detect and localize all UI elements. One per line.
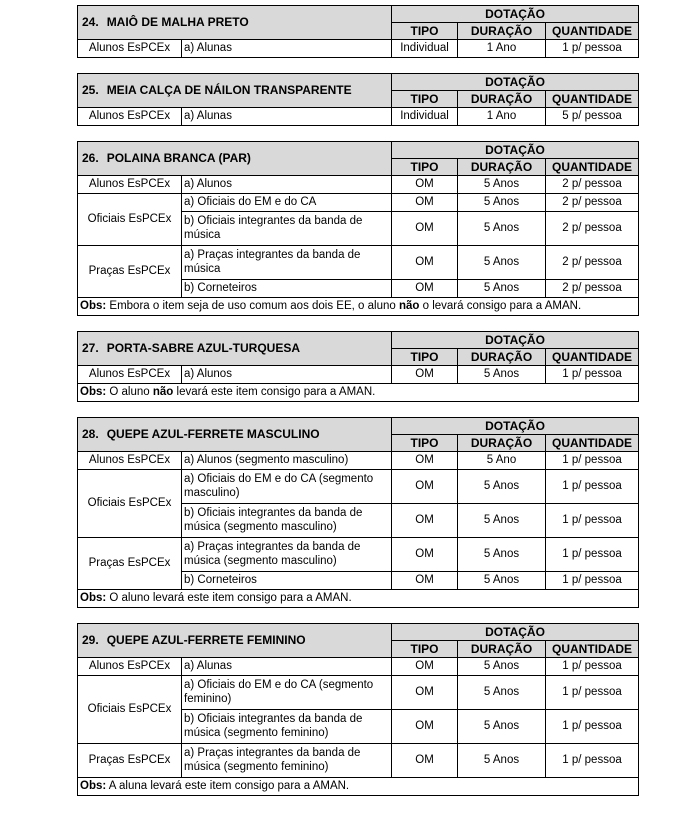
duracao-cell: 5 Anos bbox=[458, 280, 546, 298]
duracao-cell: 5 Anos bbox=[458, 176, 546, 194]
item-table-26 bbox=[77, 141, 639, 316]
group-cell: Alunos EsPCEx bbox=[78, 452, 182, 470]
quantidade-cell: 1 p/ pessoa bbox=[546, 572, 639, 590]
duracao-cell: 5 Anos bbox=[458, 470, 546, 504]
duracao-cell: 5 Anos bbox=[458, 504, 546, 538]
tipo-cell: OM bbox=[392, 366, 458, 384]
group-cell: Alunos EsPCEx bbox=[78, 108, 182, 126]
item-title-text: QUEPE AZUL-FERRETE MASCULINO bbox=[106, 427, 320, 442]
obs-label: Obs: bbox=[80, 779, 107, 792]
group-cell: Oficiais EsPCEx bbox=[78, 470, 182, 538]
dotacao-header: DOTAÇÃO bbox=[392, 418, 639, 435]
duracao-cell: 5 Anos bbox=[458, 538, 546, 572]
quantidade-cell: 1 p/ pessoa bbox=[546, 470, 639, 504]
item-title-text: PORTA-SABRE AZUL-TURQUESA bbox=[106, 341, 301, 356]
dotacao-header: DOTAÇÃO bbox=[392, 74, 639, 91]
obs-text: O aluno levará este item consigo para a AMAN. bbox=[106, 591, 352, 604]
desc-cell: a) Alunas bbox=[182, 108, 392, 126]
desc-cell: a) Oficiais do EM e do CA (segmento masculino) bbox=[182, 470, 392, 504]
obs-cell bbox=[78, 384, 639, 402]
obs-cell bbox=[78, 590, 639, 608]
desc-cell: b) Oficiais integrantes da banda de música bbox=[182, 212, 392, 246]
tipo-cell: OM bbox=[392, 176, 458, 194]
desc-cell: a) Praças integrantes da banda de música (segmento masculino) bbox=[182, 538, 392, 572]
group-cell: Alunos EsPCEx bbox=[78, 176, 182, 194]
tipo-header: TIPO bbox=[392, 349, 458, 366]
item-number: 26. bbox=[82, 151, 99, 166]
table-row bbox=[78, 176, 639, 194]
quantidade-cell: 2 p/ pessoa bbox=[546, 280, 639, 298]
dotacao-header: DOTAÇÃO bbox=[392, 624, 639, 641]
item-title bbox=[78, 142, 392, 176]
obs-text: Embora o item seja de uso comum aos dois EE, o aluno bbox=[106, 299, 399, 312]
desc-cell: b) Oficiais integrantes da banda de música (segmento masculino) bbox=[182, 504, 392, 538]
document-page bbox=[77, 5, 638, 811]
quantidade-cell: 1 p/ pessoa bbox=[546, 676, 639, 710]
dotacao-header: DOTAÇÃO bbox=[392, 142, 639, 159]
dotacao-header: DOTAÇÃO bbox=[392, 6, 639, 23]
tipo-cell: OM bbox=[392, 452, 458, 470]
tipo-cell: OM bbox=[392, 246, 458, 280]
duracao-cell: 5 Anos bbox=[458, 710, 546, 744]
quantidade-cell: 1 p/ pessoa bbox=[546, 504, 639, 538]
obs-text: O aluno bbox=[106, 385, 153, 398]
quantidade-cell: 1 p/ pessoa bbox=[546, 744, 639, 778]
obs-label: Obs: bbox=[80, 385, 107, 398]
obs-bold-text: não bbox=[398, 299, 420, 312]
item-number: 27. bbox=[82, 341, 99, 356]
duracao-header: DURAÇÃO bbox=[458, 641, 546, 658]
table-row bbox=[78, 452, 639, 470]
table-row bbox=[78, 470, 639, 504]
quantidade-cell: 1 p/ pessoa bbox=[546, 538, 639, 572]
quantidade-header: QUANTIDADE bbox=[546, 23, 639, 40]
duracao-header: DURAÇÃO bbox=[458, 349, 546, 366]
duracao-cell: 5 Anos bbox=[458, 744, 546, 778]
item-title-text: QUEPE AZUL-FERRETE FEMININO bbox=[106, 633, 306, 648]
tipo-header: TIPO bbox=[392, 91, 458, 108]
group-cell: Praças EsPCEx bbox=[78, 744, 182, 778]
item-title-text: MAIÔ DE MALHA PRETO bbox=[106, 15, 249, 30]
item-title bbox=[78, 418, 392, 452]
item-table-28 bbox=[77, 417, 639, 608]
desc-cell: a) Oficiais do EM e do CA (segmento feminino) bbox=[182, 676, 392, 710]
quantidade-cell: 1 p/ pessoa bbox=[546, 658, 639, 676]
duracao-header: DURAÇÃO bbox=[458, 23, 546, 40]
desc-cell: a) Alunos (segmento masculino) bbox=[182, 452, 392, 470]
tipo-cell: OM bbox=[392, 470, 458, 504]
tipo-cell: OM bbox=[392, 658, 458, 676]
quantidade-header: QUANTIDADE bbox=[546, 91, 639, 108]
obs-cell bbox=[78, 778, 639, 796]
quantidade-cell: 2 p/ pessoa bbox=[546, 212, 639, 246]
obs-bold-text: não bbox=[152, 385, 174, 398]
duracao-cell: 5 Anos bbox=[458, 676, 546, 710]
tipo-cell: OM bbox=[392, 572, 458, 590]
group-cell: Praças EsPCEx bbox=[78, 538, 182, 590]
obs-row bbox=[78, 778, 639, 796]
duracao-header: DURAÇÃO bbox=[458, 435, 546, 452]
tipo-cell: OM bbox=[392, 280, 458, 298]
quantidade-cell: 5 p/ pessoa bbox=[546, 108, 639, 126]
obs-row bbox=[78, 590, 639, 608]
table-row bbox=[78, 108, 639, 126]
table-row bbox=[78, 246, 639, 280]
desc-cell: b) Oficiais integrantes da banda de música (segmento feminino) bbox=[182, 710, 392, 744]
quantidade-cell: 2 p/ pessoa bbox=[546, 246, 639, 280]
duracao-cell: 5 Anos bbox=[458, 212, 546, 246]
item-table-27 bbox=[77, 331, 639, 402]
obs-row bbox=[78, 384, 639, 402]
duracao-cell: 1 Ano bbox=[458, 108, 546, 126]
tipo-cell: OM bbox=[392, 710, 458, 744]
tipo-cell: OM bbox=[392, 194, 458, 212]
table-row bbox=[78, 194, 639, 212]
quantidade-header: QUANTIDADE bbox=[546, 641, 639, 658]
item-number: 25. bbox=[82, 83, 99, 98]
item-title bbox=[78, 624, 392, 658]
group-cell: Alunos EsPCEx bbox=[78, 658, 182, 676]
table-row bbox=[78, 366, 639, 384]
duracao-header: DURAÇÃO bbox=[458, 91, 546, 108]
item-number: 24. bbox=[82, 15, 99, 30]
quantidade-cell: 1 p/ pessoa bbox=[546, 710, 639, 744]
tipo-header: TIPO bbox=[392, 641, 458, 658]
desc-cell: a) Oficiais do EM e do CA bbox=[182, 194, 392, 212]
desc-cell: b) Corneteiros bbox=[182, 572, 392, 590]
obs-label: Obs: bbox=[80, 591, 107, 604]
quantidade-cell: 1 p/ pessoa bbox=[546, 366, 639, 384]
group-cell: Praças EsPCEx bbox=[78, 246, 182, 298]
desc-cell: a) Alunos bbox=[182, 176, 392, 194]
desc-cell: a) Alunos bbox=[182, 366, 392, 384]
duracao-cell: 1 Ano bbox=[458, 40, 546, 58]
duracao-cell: 5 Ano bbox=[458, 452, 546, 470]
desc-cell: a) Alunas bbox=[182, 40, 392, 58]
obs-text: A aluna levará este item consigo para a AMAN. bbox=[106, 779, 350, 792]
tipo-header: TIPO bbox=[392, 435, 458, 452]
quantidade-cell: 2 p/ pessoa bbox=[546, 194, 639, 212]
item-number: 29. bbox=[82, 633, 99, 648]
quantidade-header: QUANTIDADE bbox=[546, 349, 639, 366]
group-cell: Oficiais EsPCEx bbox=[78, 194, 182, 246]
quantidade-cell: 1 p/ pessoa bbox=[546, 452, 639, 470]
table-row bbox=[78, 658, 639, 676]
tipo-cell: OM bbox=[392, 504, 458, 538]
desc-cell: a) Praças integrantes da banda de música (segmento feminino) bbox=[182, 744, 392, 778]
duracao-header: DURAÇÃO bbox=[458, 159, 546, 176]
duracao-cell: 5 Anos bbox=[458, 246, 546, 280]
obs-text-end: levará este item consigo para a AMAN. bbox=[173, 385, 376, 398]
table-row bbox=[78, 676, 639, 710]
obs-row bbox=[78, 298, 639, 316]
duracao-cell: 5 Anos bbox=[458, 658, 546, 676]
quantidade-cell: 2 p/ pessoa bbox=[546, 176, 639, 194]
group-cell: Oficiais EsPCEx bbox=[78, 676, 182, 744]
item-title bbox=[78, 6, 392, 40]
item-table-29 bbox=[77, 623, 639, 796]
tipo-header: TIPO bbox=[392, 159, 458, 176]
desc-cell: a) Praças integrantes da banda de música bbox=[182, 246, 392, 280]
tipo-cell: OM bbox=[392, 744, 458, 778]
table-row bbox=[78, 744, 639, 778]
duracao-cell: 5 Anos bbox=[458, 366, 546, 384]
item-title-text: POLAINA BRANCA (PAR) bbox=[106, 151, 251, 166]
tipo-cell: OM bbox=[392, 212, 458, 246]
item-table-25 bbox=[77, 73, 639, 126]
item-table-24 bbox=[77, 5, 639, 58]
tipo-cell: Individual bbox=[392, 108, 458, 126]
desc-cell: a) Alunas bbox=[182, 658, 392, 676]
obs-label: Obs: bbox=[80, 299, 107, 312]
group-cell: Alunos EsPCEx bbox=[78, 40, 182, 58]
tipo-cell: OM bbox=[392, 676, 458, 710]
quantidade-cell: 1 p/ pessoa bbox=[546, 40, 639, 58]
obs-cell bbox=[78, 298, 639, 316]
item-title bbox=[78, 74, 392, 108]
tipo-cell: OM bbox=[392, 538, 458, 572]
table-row bbox=[78, 40, 639, 58]
item-title-text: MEIA CALÇA DE NÁILON TRANSPARENTE bbox=[106, 83, 352, 98]
item-title bbox=[78, 332, 392, 366]
desc-cell: b) Corneteiros bbox=[182, 280, 392, 298]
quantidade-header: QUANTIDADE bbox=[546, 159, 639, 176]
dotacao-header: DOTAÇÃO bbox=[392, 332, 639, 349]
item-number: 28. bbox=[82, 427, 99, 442]
quantidade-header: QUANTIDADE bbox=[546, 435, 639, 452]
duracao-cell: 5 Anos bbox=[458, 194, 546, 212]
obs-text-end: o levará consigo para a AMAN. bbox=[419, 299, 582, 312]
group-cell: Alunos EsPCEx bbox=[78, 366, 182, 384]
duracao-cell: 5 Anos bbox=[458, 572, 546, 590]
tipo-cell: Individual bbox=[392, 40, 458, 58]
tipo-header: TIPO bbox=[392, 23, 458, 40]
table-row bbox=[78, 538, 639, 572]
